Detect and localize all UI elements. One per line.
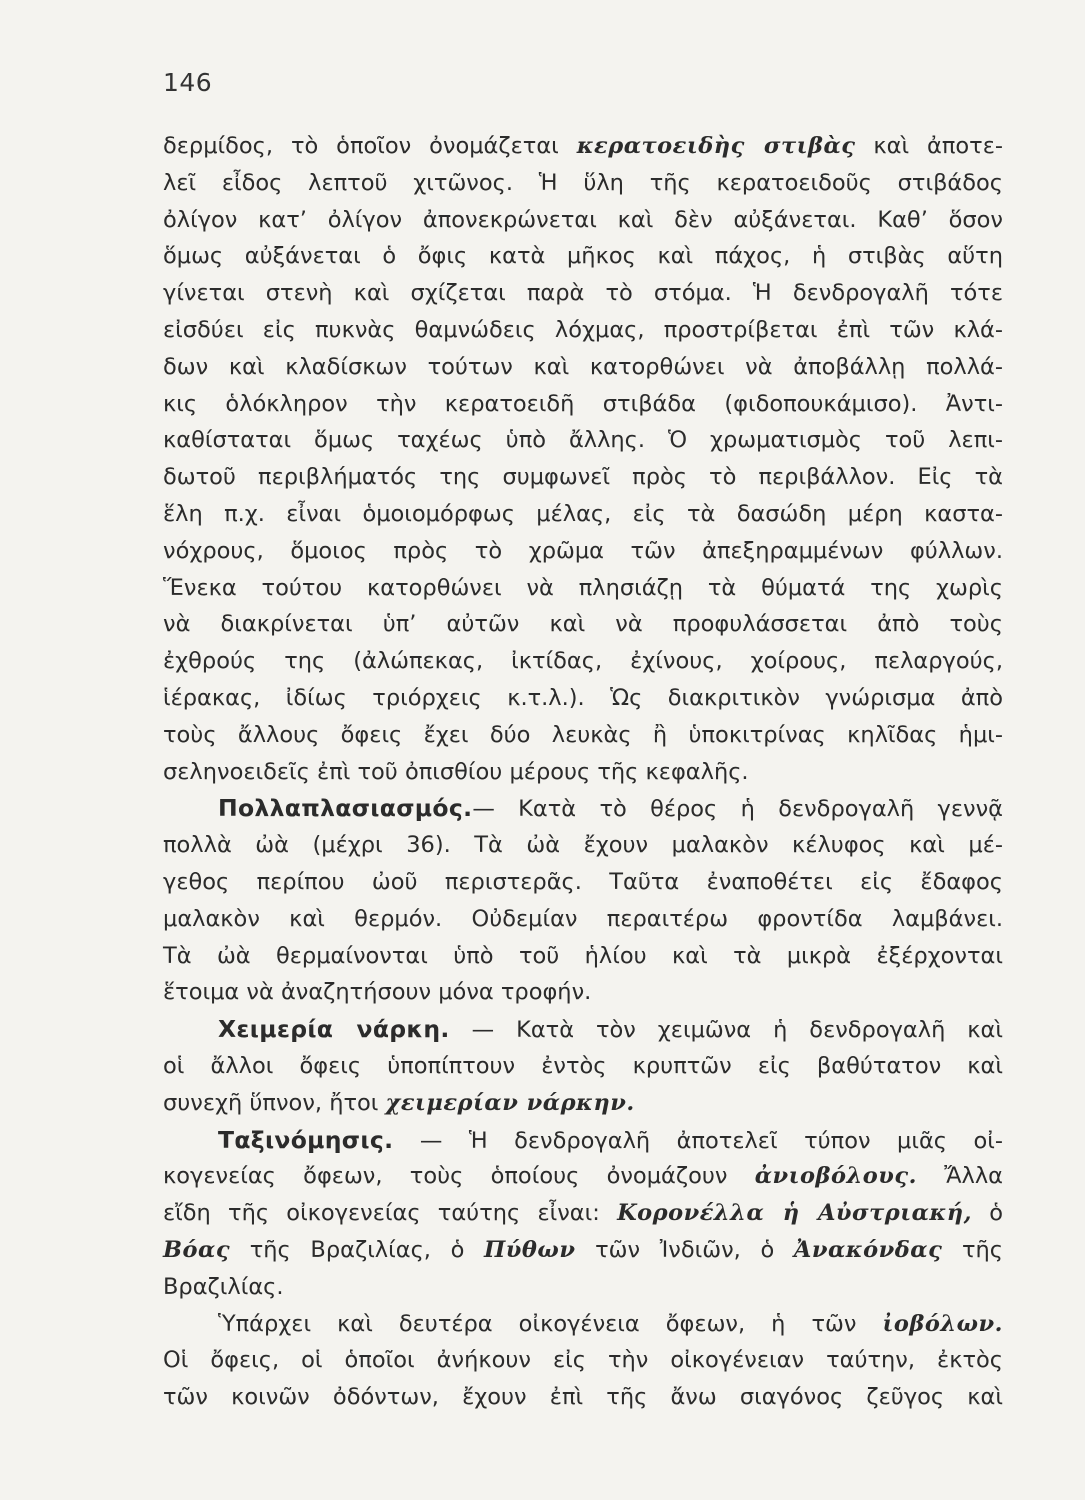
emphasized-term: Βόας xyxy=(163,1236,231,1263)
text-run: ὀλίγον κατ’ ὀλίγον ἀπονεκρώνεται καὶ δὲν αὐξάνεται. Καθ’ ὅσον xyxy=(163,206,1003,233)
text-run: κις ὁλόκληρον τὴν κερατοειδῆ στιβάδα (φιδοπουκάμισο). Ἀντι- xyxy=(163,390,1003,417)
text-line xyxy=(163,202,1003,239)
text-run: Ἕνεκα τούτου κατορθώνει νὰ πλησιάζῃ τὰ θύματά της χωρὶς xyxy=(163,574,1003,601)
text-run: Οἱ ὄφεις, οἱ ὁποῖοι ἀνήκουν εἰς τὴν οἰκογένειαν ταύτην, ἐκτὸς xyxy=(163,1347,1003,1374)
emphasized-term: κερατοειδὴς στιβὰς xyxy=(576,133,856,159)
emphasized-term: Κορονέλλα ἡ Αὐστριακή, xyxy=(617,1200,972,1227)
text-run: νόχρους, ὅμοιος πρὸς τὸ χρῶμα τῶν ἀπεξηραμμένων φύλλων. xyxy=(163,537,1003,564)
emphasized-term: χειμερίαν νάρκην. xyxy=(385,1089,635,1116)
text-line xyxy=(163,680,1003,717)
text-run: Βραζιλίας. xyxy=(163,1273,284,1300)
text-run: τῆς xyxy=(942,1236,1003,1263)
text-line xyxy=(163,938,1003,975)
text-line xyxy=(163,533,1003,570)
text-run: δερμίδος, τὸ ὁποῖον ὀνομάζεται xyxy=(163,133,577,159)
text-run: τῶν κοινῶν ὀδόντων, ἔχουν ἐπὶ τῆς ἄνω σιαγόνος ζεῦγος καὶ xyxy=(163,1384,1003,1411)
section-heading: Χειμερία νάρκη. xyxy=(218,1015,450,1044)
text-line xyxy=(163,717,1003,754)
text-line xyxy=(163,165,1003,202)
section-heading: Ταξινόμησις. xyxy=(218,1125,394,1154)
text-run: ὅμως αὐξάνεται ὁ ὄφις κατὰ μῆκος καὶ πάχος, ἡ στιβὰς αὕτη xyxy=(163,243,1003,270)
text-run: γίνεται στενὴ καὶ σχίζεται παρὰ τὸ στόμα. Ἡ δενδρογαλῆ τότε xyxy=(163,280,1003,307)
text-run: καὶ ἀποτε- xyxy=(855,133,1003,159)
text-run: ἕτοιμα νὰ ἀναζητήσουν μόνα τροφήν. xyxy=(163,979,592,1006)
text-line xyxy=(163,864,1003,901)
text-run: Ὑπάρχει καὶ δευτέρα οἰκογένεια ὄφεων, ἡ τῶν xyxy=(218,1310,883,1337)
text-run: δων καὶ κλαδίσκων τούτων καὶ κατορθώνει νὰ ἀποβάλλῃ πολλά- xyxy=(163,353,1003,380)
text-line xyxy=(163,974,1003,1011)
text-line xyxy=(163,1379,1003,1416)
text-run: οἱ ἄλλοι ὄφεις ὑποπίπτουν ἐντὸς κρυπτῶν εἰς βαθύτατον καὶ xyxy=(163,1052,1003,1079)
text-line xyxy=(163,606,1003,643)
text-line xyxy=(163,1232,1003,1269)
text-line xyxy=(163,1195,1003,1232)
text-run: συνεχῆ ὕπνον, ἤτοι xyxy=(163,1089,386,1116)
text-run: σεληνοειδεῖς ἐπὶ τοῦ ὀπισθίου μέρους τῆς κεφαλῆς. xyxy=(163,758,749,785)
text-run: δωτοῦ περιβλήματός της συμφωνεῖ πρὸς τὸ περιβάλλον. Εἰς τὰ xyxy=(163,464,1003,491)
text-line xyxy=(163,496,1003,533)
text-line xyxy=(163,275,1003,312)
text-line xyxy=(163,643,1003,680)
section-heading: Πολλαπλασιασμός. xyxy=(218,794,473,823)
text-run: τῆς Βραζιλίας, ὁ xyxy=(230,1236,485,1263)
text-line xyxy=(163,827,1003,864)
page-number: 146 xyxy=(163,68,213,97)
text-run: — Ἡ δενδρογαλῆ ἀποτελεῖ τύπον μιᾶς οἰ- xyxy=(393,1127,1003,1154)
text-run: εἴδη τῆς οἰκογενείας ταύτης εἶναι: xyxy=(163,1200,618,1227)
text-run: τοὺς ἄλλους ὄφεις ἔχει δύο λευκὰς ἢ ὑποκιτρίνας κηλῖδας ἡμι- xyxy=(163,721,1003,748)
text-line xyxy=(163,1048,1003,1085)
text-line xyxy=(163,312,1003,349)
emphasized-term: ἀνιοβόλους. xyxy=(754,1163,917,1190)
text-run: — Κατὰ τὸν χειμῶνα ἡ δενδρογαλῆ καὶ xyxy=(449,1017,1003,1044)
text-line xyxy=(163,1085,1003,1122)
emphasized-term: Ἀνακόνδας xyxy=(793,1236,943,1263)
text-line xyxy=(163,459,1003,496)
text-run: τῶν Ἰνδιῶν, ὁ xyxy=(575,1236,794,1263)
emphasized-term: ἰοβόλων. xyxy=(882,1310,1003,1337)
text-run: γεθος περίπου ὠοῦ περιστερᾶς. Ταῦτα ἐναποθέτει εἰς ἔδαφος xyxy=(163,868,1003,895)
text-line xyxy=(163,238,1003,275)
text-run: καθίσταται ὅμως ταχέως ὑπὸ ἄλλης. Ὁ χρωματισμὸς τοῦ λεπι- xyxy=(163,427,1003,454)
text-line xyxy=(163,901,1003,938)
text-run: ὁ xyxy=(972,1200,1004,1227)
text-line xyxy=(163,386,1003,423)
text-line xyxy=(163,422,1003,459)
text-run: νὰ διακρίνεται ὑπ’ αὐτῶν καὶ νὰ προφυλάσσεται ἀπὸ τοὺς xyxy=(163,611,1003,638)
text-run: Τὰ ὠὰ θερμαίνονται ὑπὸ τοῦ ἡλίου καὶ τὰ μικρὰ ἐξέρχονται xyxy=(163,942,1003,969)
text-run: πολλὰ ὠὰ (μέχρι 36). Τὰ ὠὰ ἔχουν μαλακὸν κέλυφος καὶ μέ- xyxy=(163,832,1003,859)
text-run: κογενείας ὄφεων, τοὺς ὁποίους ὀνομάζουν xyxy=(163,1163,755,1190)
body-text xyxy=(163,128,1003,1416)
text-line xyxy=(163,128,1003,165)
text-line xyxy=(163,349,1003,386)
emphasized-term: Πύθων xyxy=(484,1236,576,1263)
text-run: ἱέρακας, ἰδίως τριόρχεις κ.τ.λ.). Ὡς διακριτικὸν γνώρισμα ἀπὸ xyxy=(163,684,1003,711)
text-line xyxy=(163,754,1003,791)
text-run: ἐχθρούς της (ἀλώπεκας, ἰκτίδας, ἐχίνους, χοίρους, πελαργούς, xyxy=(163,648,1003,675)
text-run: εἰσδύει εἰς πυκνὰς θαμνώδεις λόχμας, προστρίβεται ἐπὶ τῶν κλά- xyxy=(163,316,1003,343)
text-run: Ἄλλα xyxy=(916,1163,1003,1190)
text-run: — Κατὰ τὸ θέρος ἡ δενδρογαλῆ γεννᾷ xyxy=(472,796,1003,823)
text-line xyxy=(163,1306,1003,1343)
text-line xyxy=(163,1269,1003,1306)
text-run: μαλακὸν καὶ θερμόν. Οὐδεμίαν περαιτέρω φροντίδα λαμβάνει. xyxy=(163,905,1003,932)
text-line xyxy=(163,1158,1003,1195)
text-run: λεῖ εἶδος λεπτοῦ χιτῶνος. Ἡ ὕλη τῆς κερατοειδοῦς στιβάδος xyxy=(163,169,1003,196)
text-line xyxy=(163,1011,1003,1048)
text-line xyxy=(163,570,1003,607)
text-line xyxy=(163,790,1003,827)
text-line xyxy=(163,1342,1003,1379)
text-line xyxy=(163,1122,1003,1159)
text-run: ἕλη π.χ. εἶναι ὁμοιομόρφως μέλας, εἰς τὰ δασώδη μέρη καστα- xyxy=(163,500,1003,527)
